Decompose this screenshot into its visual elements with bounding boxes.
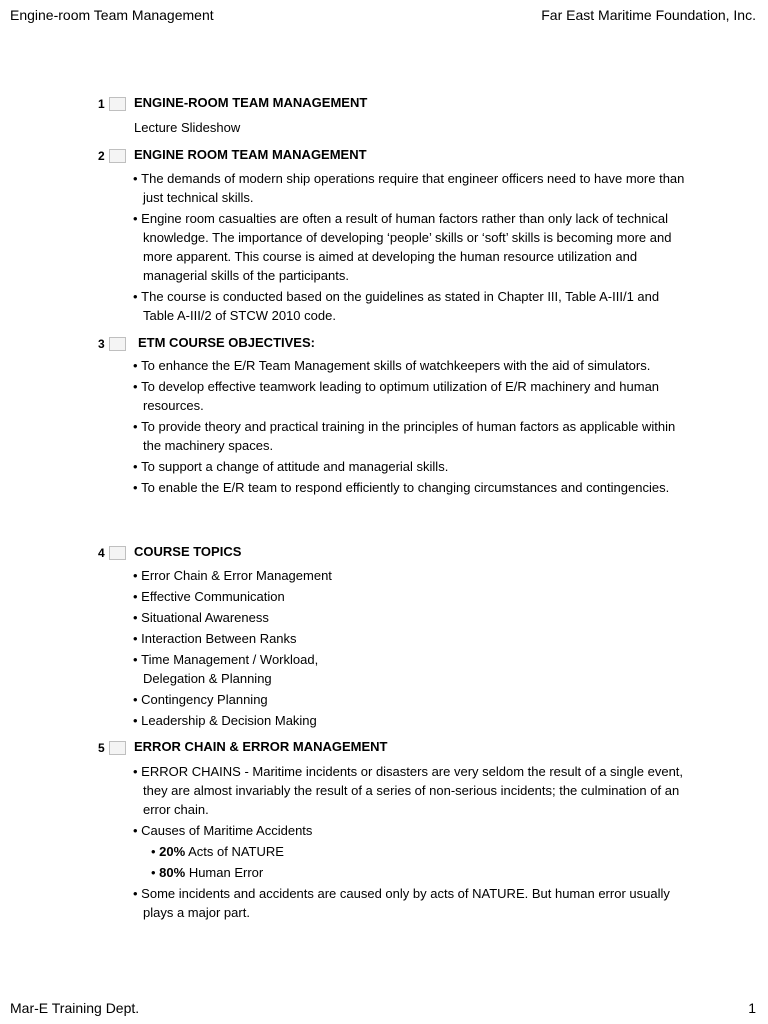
slide-title: COURSE TOPICS <box>134 544 242 559</box>
slide-thumbnail-icon <box>109 97 126 111</box>
bullet-item: • Leadership & Decision Making <box>133 711 693 730</box>
slide-title: ENGINE ROOM TEAM MANAGEMENT <box>134 147 367 162</box>
bullet-item: • To support a change of attitude and managerial skills. <box>133 457 693 476</box>
percentage: 20% <box>159 844 186 859</box>
slide-number: 5 <box>98 741 105 755</box>
slide-thumbnail-icon <box>109 741 126 755</box>
bullet-item: • Situational Awareness <box>133 608 693 627</box>
page-header-title: Engine-room Team Management <box>10 7 214 23</box>
bullet-item: • Error Chain & Error Management <box>133 566 693 585</box>
bullet-item: • Time Management / Workload, Delegation & Planning <box>133 650 373 688</box>
bullet-list <box>133 169 693 327</box>
bullet-item: • Contingency Planning <box>133 690 693 709</box>
slide-subtitle: Lecture Slideshow <box>134 120 241 135</box>
cause-label: Human Error <box>185 865 264 880</box>
bullet-item: • Some incidents and accidents are caused only by acts of NATURE. But human error usually plays a major part. <box>133 884 693 922</box>
sub-bullet-item <box>133 842 693 861</box>
bullet-list <box>133 762 693 924</box>
bullet-item: • To develop effective teamwork leading to optimum utilization of E/R machinery and human resources. <box>133 377 693 415</box>
slide-number: 4 <box>98 546 105 560</box>
bullet-item: • Causes of Maritime Accidents <box>133 821 693 840</box>
slide-number: 2 <box>98 149 105 163</box>
page-footer-department: Mar-E Training Dept. <box>10 1000 140 1016</box>
slide-thumbnail-icon <box>109 149 126 163</box>
bullet-item: • The demands of modern ship operations require that engineer officers need to have more than just technical skills. <box>133 169 693 207</box>
sub-bullet-item <box>133 863 693 882</box>
bullet-item: • Engine room casualties are often a result of human factors rather than only lack of technical knowledge. The importance of developing ‘people’ skills or ‘soft’ skills is becoming more and more apparent. This course is aimed at developing the human resource utilization and managerial skills of the participants. <box>133 209 693 285</box>
slide-thumbnail-icon <box>109 546 126 560</box>
bullet-list <box>133 356 693 499</box>
percentage: 80% <box>159 865 186 880</box>
slide-title: ENGINE-ROOM TEAM MANAGEMENT <box>134 95 368 110</box>
bullet-item: • To enhance the E/R Team Management skills of watchkeepers with the aid of simulators. <box>133 356 693 375</box>
slide-number: 1 <box>98 97 105 111</box>
bullet-item: • ERROR CHAINS - Maritime incidents or disasters are very seldom the result of a single event, they are almost invariably the result of a series of non-serious incidents; the culmination of an error chain. <box>133 762 693 819</box>
slide-thumbnail-icon <box>109 337 126 351</box>
cause-label: Acts of NATURE <box>185 844 284 859</box>
bullet-item: • To provide theory and practical training in the principles of human factors as applicable within the machinery spaces. <box>133 417 693 455</box>
slide-number: 3 <box>98 337 105 351</box>
bullet-item: • Effective Communication <box>133 587 693 606</box>
slide-title: ETM COURSE OBJECTIVES: <box>138 335 315 350</box>
bullet-item: • To enable the E/R team to respond efficiently to changing circumstances and contingencies. <box>133 478 693 497</box>
page-header-organization: Far East Maritime Foundation, Inc. <box>541 7 756 23</box>
slide-title: ERROR CHAIN & ERROR MANAGEMENT <box>134 739 388 754</box>
bullet-list <box>133 566 693 732</box>
page-number: 1 <box>748 1000 756 1016</box>
bullet-item: • Interaction Between Ranks <box>133 629 693 648</box>
bullet-item: • The course is conducted based on the guidelines as stated in Chapter III, Table A-III/1 and Table A-III/2 of STCW 2010 code. <box>133 287 693 325</box>
